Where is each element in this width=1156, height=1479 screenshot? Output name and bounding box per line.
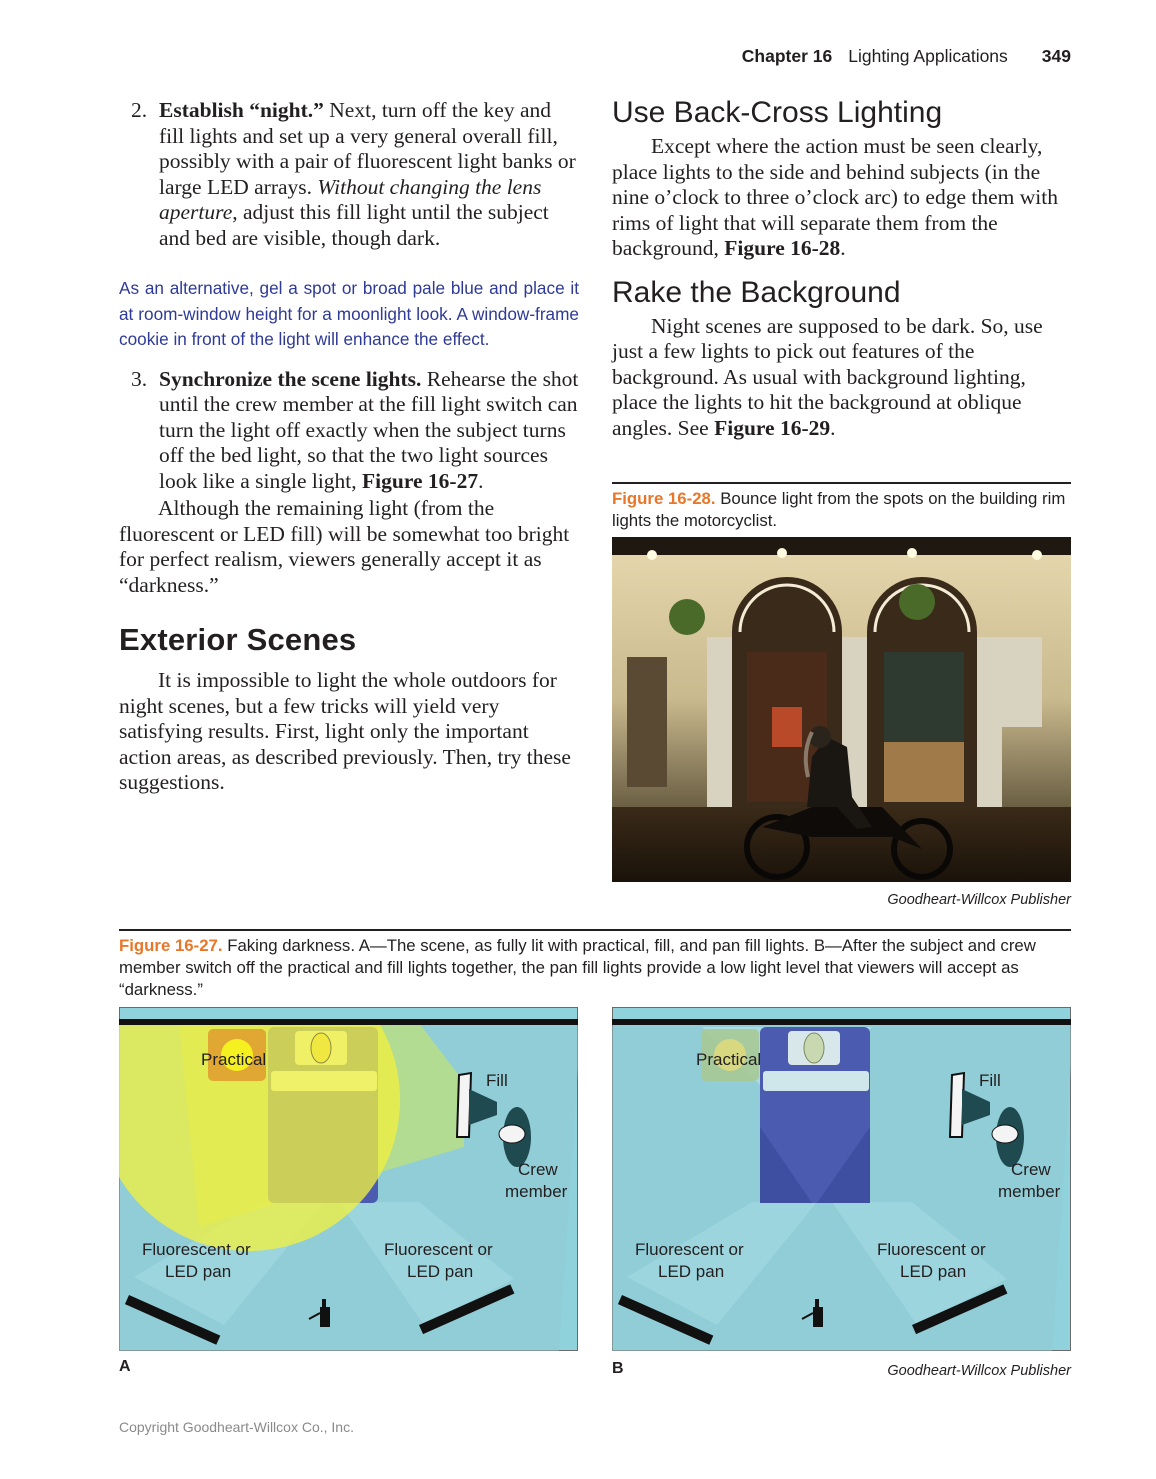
figure-reference: Figure 16-28	[724, 236, 841, 260]
rake-end: .	[830, 415, 836, 440]
motorcycle-photo-illustration	[612, 537, 1071, 882]
item-2-italic: Without changing the lens aperture	[159, 174, 542, 224]
diagram-panel-b	[612, 1007, 1071, 1351]
rake-text: Night scenes are supposed to be dark. So, use just a few lights to pick out features of the background. As usual with background lighting, place the lights to hit the background at oblique angles. See	[612, 313, 1043, 440]
lighting-diagram-a	[119, 1007, 578, 1351]
pan-label-left: Fluorescent or	[635, 1240, 744, 1259]
practical-label: Practical	[201, 1050, 267, 1069]
figure-16-27-credit: Goodheart-Willcox Publisher	[887, 1363, 1071, 1379]
figure-label: Figure 16-28.	[612, 489, 716, 508]
figure-label: Figure 16-27.	[119, 936, 223, 955]
exterior-scenes-heading: Exterior Scenes	[119, 622, 357, 657]
figure-16-28-caption-text: Bounce light from the spots on the building rim lights the motorcyclist.	[612, 489, 1066, 530]
diagram-panel-a	[119, 1007, 578, 1351]
pan-label-left-2: LED pan	[658, 1262, 725, 1281]
darkness-paragraph: Although the remaining light (from the fluorescent or LED fill) will be somewhat too bright for perfect realism, viewers generally accept it as “darkness.”	[119, 496, 570, 597]
item-2-text-end: , adjust this fill light until the subject and bed are visible, though dark.	[159, 200, 549, 250]
figure-reference: Figure 16-29	[714, 415, 831, 440]
pan-label-right: Fluorescent or	[877, 1240, 986, 1259]
pan-label-left: Fluorescent or	[142, 1240, 251, 1259]
section-title: Lighting Applications	[848, 46, 1008, 66]
item-3-text-end: .	[478, 468, 484, 493]
panel-a-label: A	[119, 1358, 131, 1375]
pan-label-left-2: LED pan	[165, 1262, 232, 1281]
rake-background-heading: Rake the Background	[612, 275, 901, 309]
subject-head-icon	[804, 1033, 824, 1063]
bed-sheet	[763, 1071, 869, 1091]
practical-label: Practical	[696, 1050, 762, 1069]
panel-b-label: B	[612, 1360, 624, 1377]
figure-16-28-rule	[612, 482, 1071, 484]
list-item-2	[119, 98, 579, 251]
figure-reference: Figure 16-27	[362, 468, 479, 493]
running-head	[742, 46, 1071, 67]
figure-16-27-rule	[119, 929, 1071, 931]
item-2-text: Next, turn off the key and fill lights and set up a very general overall fill, possibly with a pair of fluorescent light banks or large LED arrays.	[159, 98, 576, 199]
pan-label-right-2: LED pan	[900, 1262, 967, 1281]
item-3-text: Rehearse the shot until the crew member at the fill light switch can turn the light off exactly when the subject turns off the bed light, so that the two light sources look like a single light,	[159, 366, 579, 493]
crew-label: Crew	[1011, 1160, 1051, 1179]
member-label: member	[505, 1182, 568, 1201]
chapter-label: Chapter 16	[741, 46, 833, 66]
page-number: 349	[1041, 46, 1071, 66]
fill-label: Fill	[979, 1071, 1001, 1090]
item-2-heading: Establish “night.”	[159, 98, 324, 122]
back-cross-text: Except where the action must be seen clearly, place lights to the side and behind subjects (in the nine o’clock to three o’clock arc) to edge them with rims of light that will separate them from the background,	[612, 134, 1058, 260]
figure-16-28-credit: Goodheart-Willcox Publisher	[887, 892, 1071, 908]
list-number: 3.	[131, 366, 148, 391]
back-cross-end: .	[840, 236, 846, 260]
alternative-note: As an alternative, gel a spot or broad pale blue and place it at room-window height for a moonlight look. A window-frame cookie in front of the light will enhance the effect.	[119, 278, 579, 349]
exterior-paragraph: It is impossible to light the whole outdoors for night scenes, but a few tricks will yield very satisfying results. First, light only the important action areas, as described previously. Then, try these suggestions.	[119, 668, 571, 794]
left-column	[119, 98, 579, 796]
pan-label-right-2: LED pan	[407, 1262, 474, 1281]
item-3-heading: Synchronize the scene lights.	[159, 366, 422, 391]
figure-16-27-caption-text: Faking darkness. A—The scene, as fully lit with practical, fill, and pan fill lights. B—After the subject and crew member switch off the practical and fill lights together, the pan fill lights provide a low light level that viewers will accept as “darkness.”	[119, 936, 1036, 999]
back-cross-paragraph	[612, 134, 1072, 262]
list-number: 2.	[131, 98, 148, 122]
figure-16-27-caption	[119, 935, 1071, 1001]
fill-label: Fill	[486, 1071, 508, 1090]
crew-label: Crew	[518, 1160, 558, 1179]
lighting-diagram-b	[612, 1007, 1071, 1351]
right-column	[612, 96, 1072, 441]
list-item-3	[119, 367, 579, 495]
rake-background-paragraph	[612, 314, 1072, 442]
copyright-footer: Copyright Goodheart-Willcox Co., Inc.	[119, 1419, 354, 1435]
motorcycle-photo	[612, 537, 1071, 882]
pan-label-right: Fluorescent or	[384, 1240, 493, 1259]
member-label: member	[998, 1182, 1061, 1201]
figure-16-28-caption	[612, 488, 1071, 532]
back-cross-heading: Use Back-Cross Lighting	[612, 96, 943, 129]
subject-head-icon	[311, 1033, 331, 1063]
